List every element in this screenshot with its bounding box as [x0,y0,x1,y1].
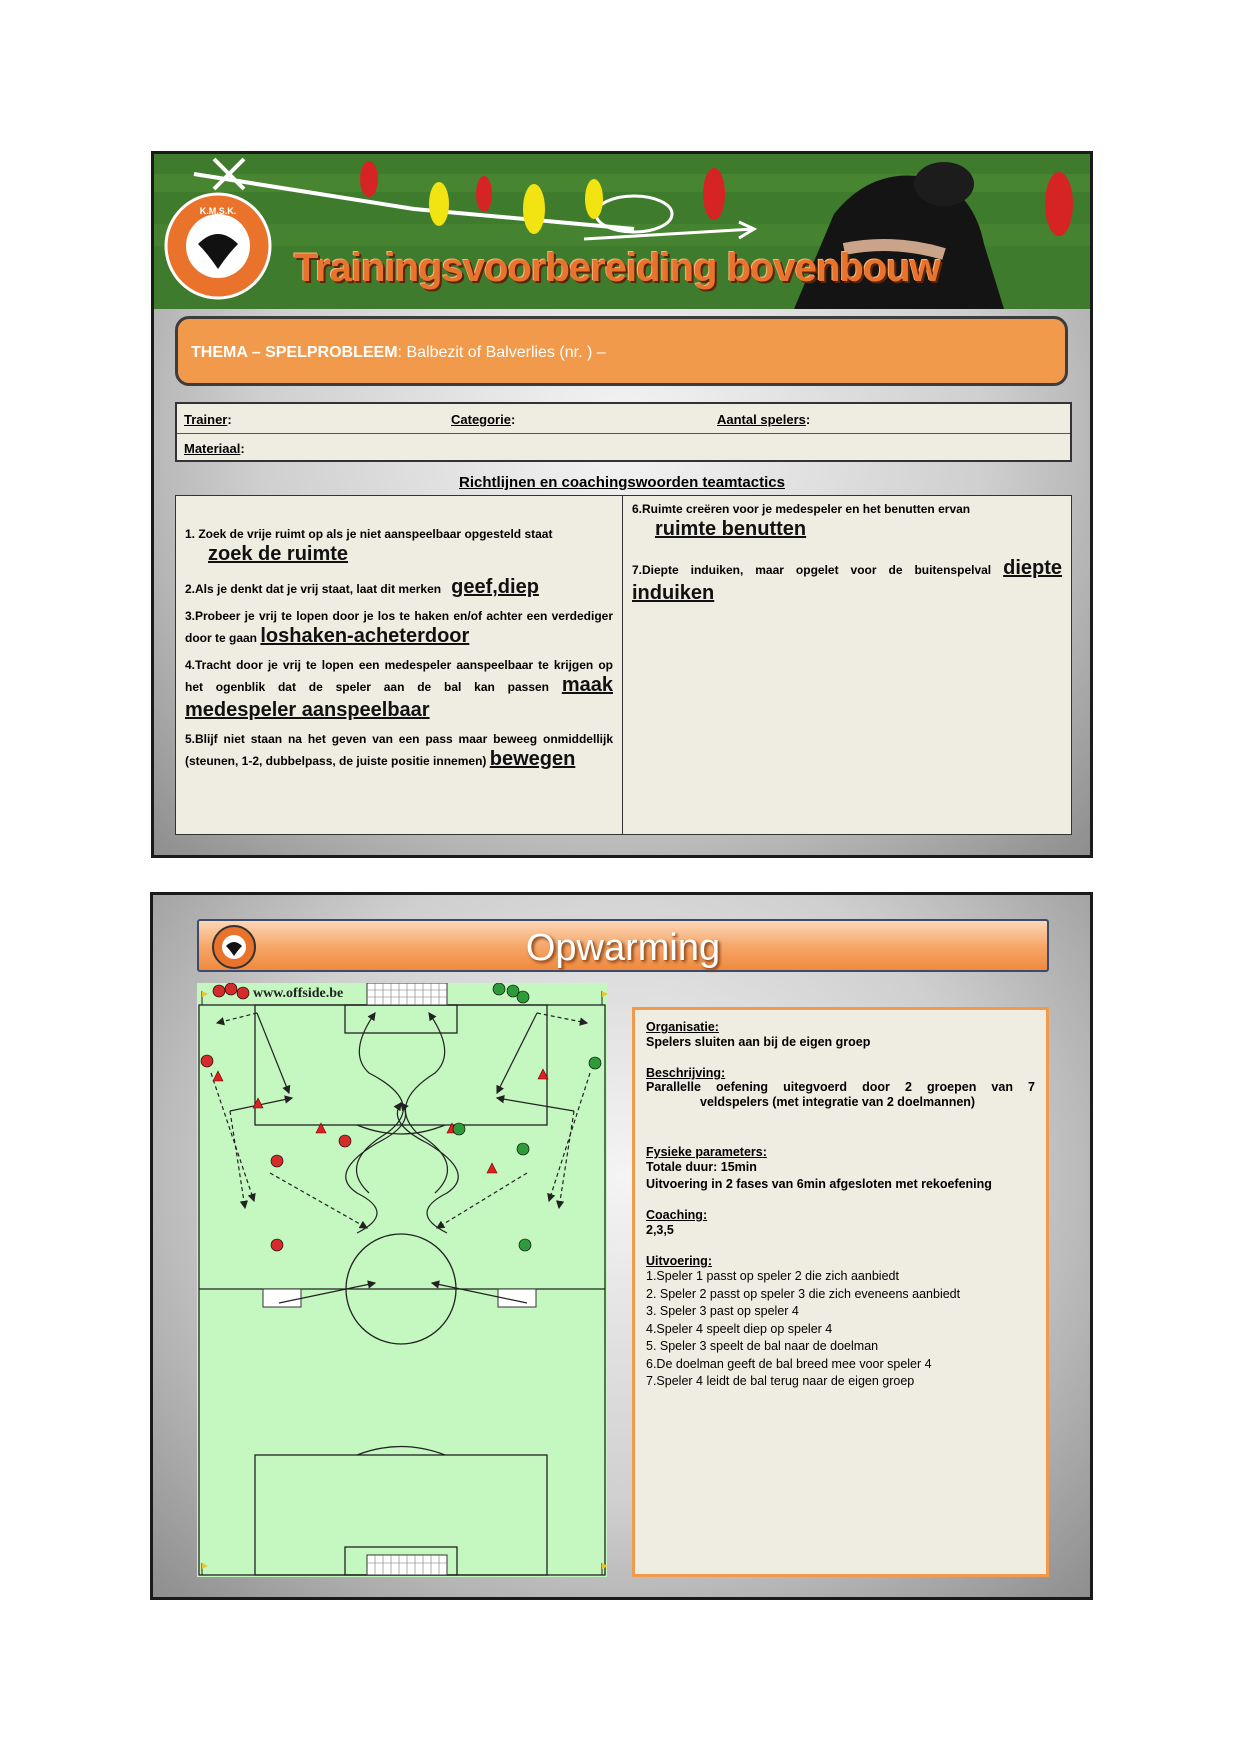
svg-text:K.M.S.K.: K.M.S.K. [199,206,237,216]
coaching-keyword: maak medespeler aanspeelbaar [185,674,613,721]
meta-row-bottom [177,433,1070,463]
uitvoering-step: 6.De doelman geeft de bal breed mee voor speler 4 [646,1356,932,1371]
guidelines-title: Richtlijnen en coachingswoorden teamtactics [459,474,785,491]
meta-row-top [177,404,1070,433]
guideline-item: 5.Blijf niet staan na het geven van een pass maar beweeg onmiddellijk (steunen, 1-2, dubbelpass, de juiste positie innemen) bewegen [185,732,613,770]
fysieke-label: Fysieke parameters: [646,1145,767,1159]
coaching-text: 2,3,5 [646,1223,674,1237]
categorie-field: Categorie: [451,412,516,427]
exercise-pitch-diagram [197,983,607,1577]
trainer-field: Trainer: [184,412,232,427]
beschrijving-line1: Parallelle oefening uitegvoerd door 2 groepen van 7 [646,1080,1035,1094]
banner-title: Trainingsvoorbereiding bovenbouw [294,246,940,290]
coaching-keyword: diepte induiken [632,557,1063,604]
theme-box [175,316,1068,386]
organisatie-label: Organisatie: [646,1020,719,1034]
coaching-keyword: zoek de ruimte [208,543,349,565]
guideline-item: 4.Tracht door je vrij te lopen een medespeler aanspeelbaar te krijgen op het ogenblik dat de speler aan de bal kan passen maak medespeler aanspeelbaar [185,658,613,721]
uitvoering-step: 3. Speler 3 past op speler 4 [646,1304,799,1318]
guideline-item: 6.Ruimte creëren voor je medespeler en het benutten ervan ruimte benutten [632,502,971,540]
coaching-keyword: loshaken-acheterdoor [260,625,470,647]
uitvoering-label: Uitvoering: [646,1254,712,1268]
guidelines-left-column [176,496,623,834]
coaching-keyword: ruimte benutten [655,518,807,540]
organisatie-text: Spelers sluiten aan bij de eigen groep [646,1035,871,1049]
aantal-spelers-field: Aantal spelers: [717,412,811,427]
coaching-label: Coaching: [646,1208,708,1222]
theme-label: THEMA – SPELPROBLEEM [191,344,398,361]
uitvoering-step: 2. Speler 2 passt op speler 3 die zich eveneens aanbiedt [646,1286,961,1301]
guidelines-right-column [623,496,1071,834]
pitch-watermark: www.offside.be [253,986,344,1001]
uitvoering-step: 1.Speler 1 passt op speler 2 die zich aanbiedt [646,1269,899,1283]
warmup-title-bar [197,919,1049,972]
warmup-title: Opwarming [525,927,721,969]
warmup-slide [150,892,1093,1600]
guidelines-box [175,495,1072,835]
guideline-item: 3.Probeer je vrij te lopen door je los te haken en/of achter een verdediger door te gaan loshaken-acheterdoor [185,609,613,647]
beschrijving-label: Beschrijving: [646,1066,726,1080]
coaching-keyword: bewegen [489,748,576,770]
uitvoering-step: 5. Speler 3 speelt de bal naar de doelman [646,1339,879,1353]
guideline-item: 1. Zoek de vrije ruimt op als je niet aanspeelbaar opgesteld staat zoek de ruimte [185,527,553,565]
guideline-item: 2.Als je denkt dat je vrij staat, laat dit merken geef,diep [185,576,539,598]
fysieke-duration: Totale duur: 15min [646,1160,757,1174]
banner [154,154,1090,309]
fysieke-phases: Uitvoering in 2 fases van 6min afgesloten met rekoefening [646,1177,992,1191]
club-logo-icon [166,194,270,298]
theme-value: : Balbezit of Balverlies (nr. ) – [397,344,606,361]
materiaal-field: Materiaal: [184,441,245,456]
pitch-drawing [197,983,607,1577]
uitvoering-step: 7.Speler 4 leidt de bal terug naar de eigen groep [646,1374,915,1388]
exercise-info-panel [632,1007,1049,1577]
training-sheet-slide [151,151,1093,858]
guideline-item: 7.Diepte induiken, maar opgelet voor de buitenspelval diepte induiken [632,557,1063,604]
beschrijving-line2: veldspelers (met integratie van 2 doelmannen) [700,1095,976,1109]
coaching-keyword: geef,diep [451,576,539,598]
meta-table [175,402,1072,462]
uitvoering-step: 4.Speler 4 speelt diep op speler 4 [646,1321,833,1336]
